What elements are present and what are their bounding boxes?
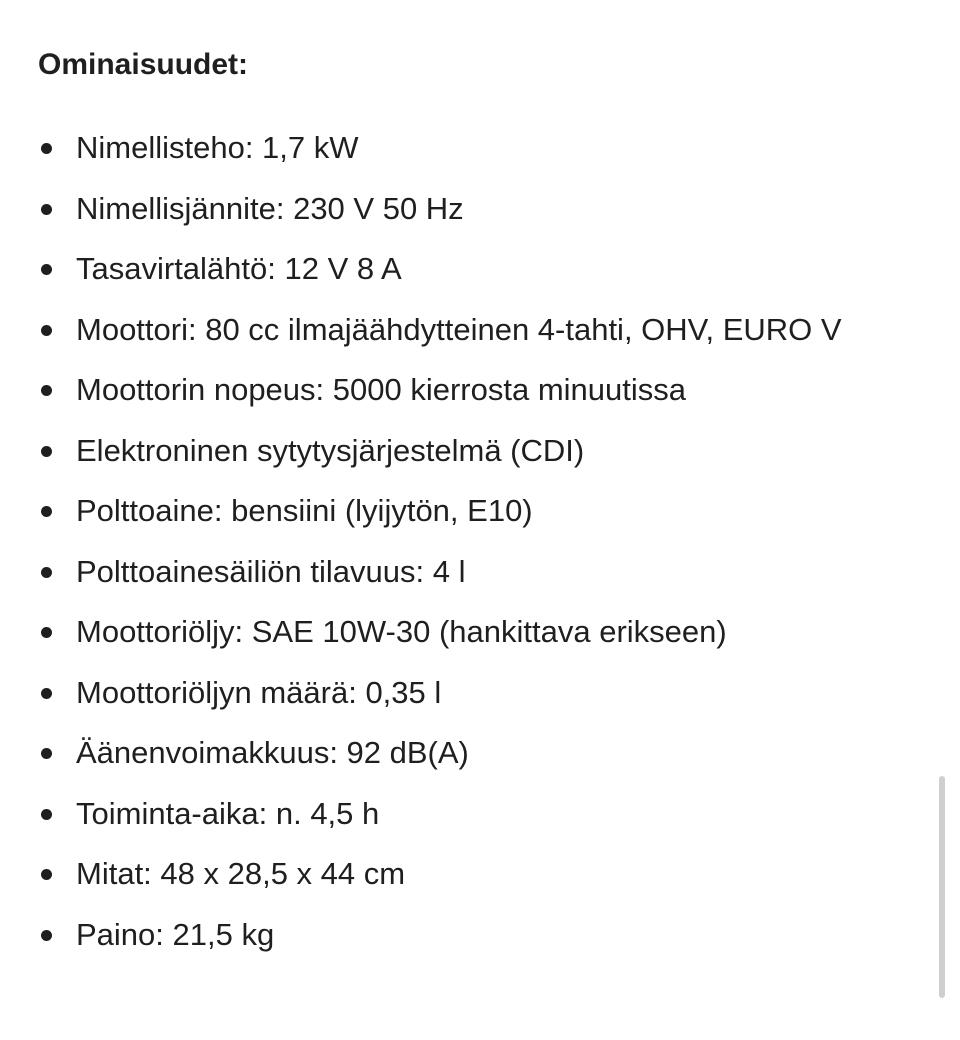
list-item (38, 848, 938, 900)
list-item (38, 425, 938, 477)
bullet-icon (41, 506, 52, 517)
bullet-icon (41, 204, 52, 215)
list-item-text: Polttoaine: bensiini (lyijytön, E10) (76, 493, 533, 528)
list-item (38, 304, 938, 356)
list-item (38, 183, 938, 235)
list-item-text: Nimellisteho: 1,7 kW (76, 130, 359, 165)
section-heading: Ominaisuudet: (38, 48, 249, 81)
bullet-icon (41, 446, 52, 457)
list-item (38, 606, 938, 658)
list-item-text: Elektroninen sytytysjärjestelmä (CDI) (76, 432, 585, 468)
list-item (38, 243, 938, 295)
list-item (38, 485, 938, 537)
features-section (38, 38, 938, 969)
bullet-icon (41, 325, 52, 336)
list-item-text: Toiminta-aika: n. 4,5 h (76, 795, 380, 831)
list-item (38, 727, 938, 779)
list-item-text: Äänenvoimakkuus: 92 dB(A) (76, 735, 469, 770)
list-item-text: Moottoriöljyn määrä: 0,35 l (76, 674, 442, 710)
list-item (38, 122, 938, 174)
list-item-text: Polttoainesäiliön tilavuus: 4 l (76, 553, 466, 589)
features-list (38, 122, 938, 961)
list-item (38, 667, 938, 719)
bullet-icon (41, 264, 52, 275)
bullet-icon (41, 143, 52, 154)
list-item-text: Moottori: 80 cc ilmajäähdytteinen 4-tahti, OHV, EURO V (76, 311, 842, 347)
list-item-text: Moottorin nopeus: 5000 kierrosta minuutissa (76, 372, 686, 407)
list-item-text: Tasavirtalähtö: 12 V 8 A (76, 251, 402, 286)
list-item-text: Nimellisjännite: 230 V 50 Hz (76, 190, 464, 226)
list-item (38, 364, 938, 416)
list-item-text: Paino: 21,5 kg (76, 916, 275, 952)
list-item-text: Moottoriöljy: SAE 10W-30 (hankittava erikseen) (76, 614, 727, 649)
list-item (38, 788, 938, 840)
bullet-icon (41, 930, 52, 941)
list-item (38, 909, 938, 961)
bullet-icon (41, 748, 52, 759)
bullet-icon (41, 809, 52, 820)
bullet-icon (41, 385, 52, 396)
list-item (38, 546, 938, 598)
scrollbar[interactable] (939, 776, 945, 998)
list-item-text: Mitat: 48 x 28,5 x 44 cm (76, 856, 406, 891)
bullet-icon (41, 567, 52, 578)
bullet-icon (41, 627, 52, 638)
bullet-icon (41, 869, 52, 880)
bullet-icon (41, 688, 52, 699)
